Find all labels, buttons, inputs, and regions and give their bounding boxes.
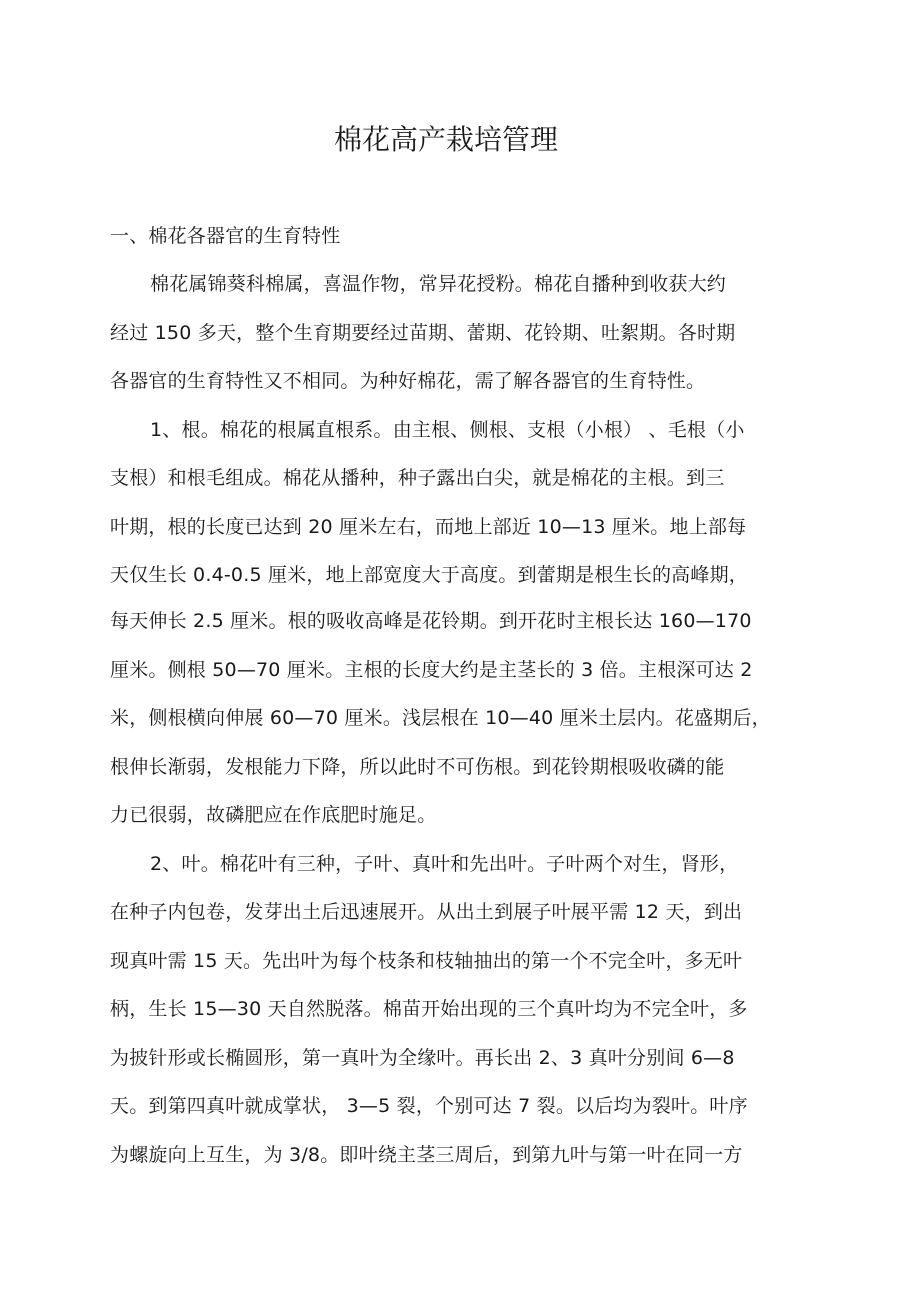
- paragraph-line: 2、叶。棉花叶有三种，子叶、真叶和先出叶。子叶两个对生，肾形，: [150, 853, 739, 875]
- paragraph-line: 天。到第四真叶就成掌状， 3—5 裂，个别可达 7 裂。以后均为裂叶。叶序: [110, 1095, 748, 1117]
- paragraph-line: 棉花属锦葵科棉属，喜温作物，常异花授粉。棉花自播种到收获大约: [150, 273, 727, 295]
- paragraph-line: 为披针形或长椭圆形，第一真叶为全缘叶。再长出 2、3 真叶分别间 6—8: [110, 1047, 735, 1069]
- paragraph-line: 根伸长渐弱，发根能力下降，所以此时不可伤根。到花铃期根吸收磷的能: [110, 756, 725, 778]
- paragraph-line: 1、根。棉花的根属直根系。由主根、侧根、支根（小根） 、毛根（小: [150, 419, 745, 441]
- paragraph-line: 厘米。侧根 50—70 厘米。主根的长度大约是主茎长的 3 倍。主根深可达 2: [110, 659, 753, 681]
- paragraph-line: 为螺旋向上互生，为 3/8。即叶绕主茎三周后，到第九叶与第一叶在同一方: [110, 1144, 743, 1166]
- paragraph-line: 各器官的生育特性又不相同。为种好棉花，需了解各器官的生育特性。: [110, 370, 706, 392]
- paragraph-line: 叶期，根的长度已达到 20 厘米左右，而地上部近 10—13 厘米。地上部每: [110, 516, 747, 538]
- paragraph-line: 力已很弱，故磷肥应在作底肥时施足。: [110, 804, 437, 826]
- paragraph-line: 在种子内包卷，发芽出土后迅速展开。从出土到展子叶展平需 12 天，到出: [110, 901, 743, 923]
- paragraph-line: 米，侧根横向伸展 60—70 厘米。浅层根在 10—40 厘米土层内。花盛期后，: [110, 707, 771, 729]
- paragraph-line: 天仅生长 0.4-0.5 厘米，地上部宽度大于高度。到蕾期是根生长的高峰期，: [110, 564, 748, 586]
- paragraph-line: 柄，生长 15—30 天自然脱落。棉苗开始出现的三个真叶均为不完全叶，多: [110, 998, 748, 1020]
- paragraph-line: 经过 150 多天，整个生育期要经过苗期、蕾期、花铃期、吐絮期。各时期: [110, 322, 736, 344]
- section-heading: 一、棉花各器官的生育特性: [110, 225, 341, 247]
- paragraph-line: 现真叶需 15 天。先出叶为每个枝条和枝轴抽出的第一个不完全叶，多无叶: [110, 950, 743, 972]
- paragraph-line: 每天伸长 2.5 厘米。根的吸收高峰是花铃期。到开花时主根长达 160—170: [110, 610, 752, 632]
- page-title: 棉花高产栽培管理: [333, 123, 558, 156]
- paragraph-line: 支根）和根毛组成。棉花从播种，种子露出白尖，就是棉花的主根。到三: [110, 467, 725, 489]
